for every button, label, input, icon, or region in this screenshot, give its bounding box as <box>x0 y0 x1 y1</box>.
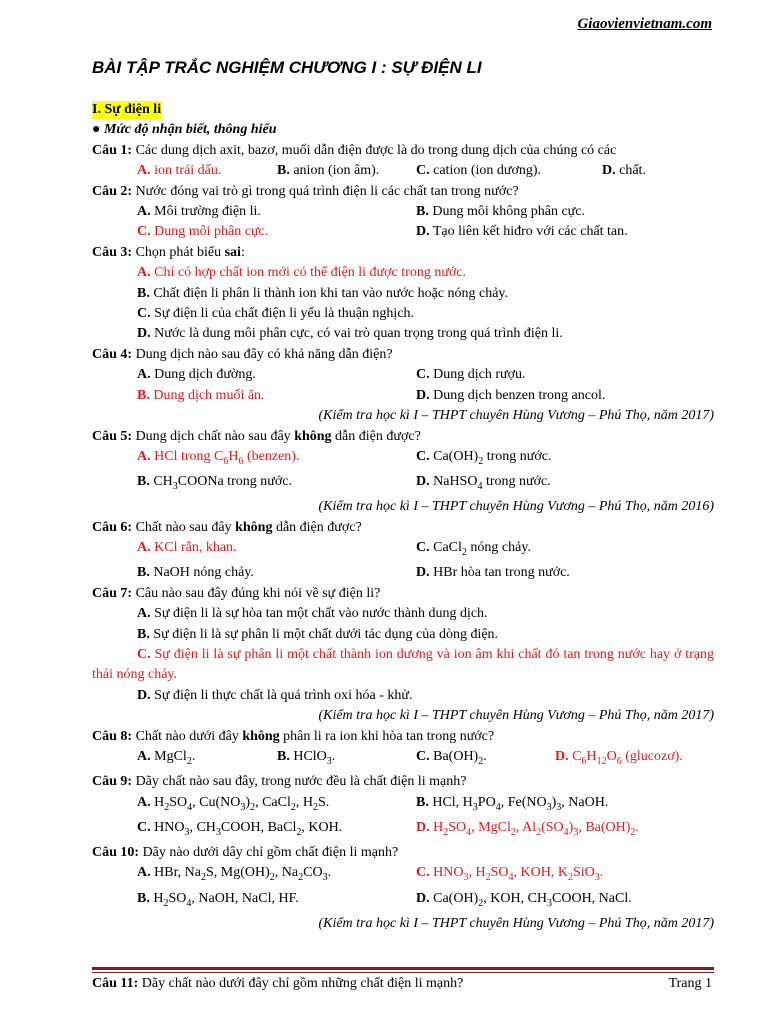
level-heading: ● Mức độ nhận biết, thông hiểu <box>92 122 277 138</box>
section-heading: I. Sự điện li <box>92 102 162 117</box>
option-c: C. $Ba(OH)_2$. <box>416 748 487 767</box>
option-b: B. Dung môi không phân cực. <box>416 204 585 220</box>
question-label: Câu 1: <box>92 142 133 158</box>
site-name[interactable]: Giaovienvietnam.com <box>577 16 712 32</box>
footer-rule-thin <box>92 972 714 973</box>
option-d: D. Sự điện li thực chất là quá trình oxi hóa - khử. <box>137 687 413 703</box>
option-c: C. cation (ion dương). <box>416 163 542 179</box>
question-9: Câu 9: Dãy chất nào sau đây, trong nước đều là chất điện li mạnh? <box>92 774 467 790</box>
question-11: Câu 11: Dãy chất nào dưới đây chỉ gồm những chất điện li mạnh? <box>92 976 464 992</box>
source-note: (Kiểm tra học kì I – THPT chuyên Hùng Vương – Phú Thọ, năm 2017) <box>318 408 714 424</box>
option-d: D. NaHSO$_4$ trong nước. <box>416 474 551 492</box>
option-c: C. $HNO_3$, $H_2SO_4$, KOH, $K_2SiO_3$. <box>416 865 604 884</box>
footer-rule <box>92 967 714 970</box>
page-title: BÀI TẬP TRẮC NGHIỆM CHƯƠNG I : SỰ ĐIỆN LI <box>92 58 482 77</box>
option-a: A. Dung dịch đường. <box>137 367 256 383</box>
question-6: Câu 6: Chất nào sau đây không dẫn điện được? <box>92 519 362 535</box>
question-8: Câu 8: Chất nào dưới đây không phân li ra ion khi hòa tan trong nước? <box>92 728 495 744</box>
question-1 <box>92 141 714 161</box>
source-note: (Kiểm tra học kì I – THPT chuyên Hùng Vương – Phú Thọ, năm 2017) <box>318 708 714 724</box>
option-b: B. Sự điện li là sự phân li một chất dưới tác dụng của dòng điện. <box>137 626 499 642</box>
option-a: A. Chỉ có hợp chất ion mới có thể điện li được trong nước. <box>137 265 467 281</box>
question-3: Câu 3: Chọn phát biểu sai: <box>92 244 245 260</box>
option-b: B. HCl, $H_3PO_4$, $Fe(NO_3)_3$, NaOH. <box>416 794 609 813</box>
option-d: D. $Ca(OH)_2$, KOH, $CH_3COOH$, NaCl. <box>416 890 632 909</box>
option-c: C. CaCl$_2$ nóng chảy. <box>416 540 531 558</box>
option-c: C. $HNO_3$, $CH_3COOH$, BaCl$_2$, KOH. <box>137 819 343 838</box>
option-b: B. anion (ion âm). <box>277 163 380 179</box>
option-b: B. Dung dịch muối ăn. <box>137 387 265 403</box>
question-list <box>92 100 714 995</box>
option-b: B. Chất điện li phân li thành ion khi tan vào nước hoặc nóng chảy. <box>137 285 509 301</box>
option-c: C. $Ca(OH)_2$ trong nước. <box>416 448 552 467</box>
option-d: D. Nước là dung môi phân cực, có vai trò quan trọng trong quá trình điện li. <box>137 326 563 342</box>
option-a: A. KCl rắn, khan. <box>137 540 237 556</box>
option-b: B. $CH_3COONa$ trong nước. <box>137 474 292 492</box>
option-d: D. Dung dịch benzen trong ancol. <box>416 387 606 403</box>
source-note: (Kiểm tra học kì I – THPT chuyên Hùng Vương – Phú Thọ, năm 2016) <box>318 499 714 515</box>
option-d: D. $C_6H_{12}O_6$ (glucozơ). <box>555 748 683 767</box>
option-b: B. HClO$_3$. <box>277 748 336 767</box>
question-7: Câu 7: Câu nào sau đây đúng khi nói về sự điện li? <box>92 585 381 601</box>
question-2: Câu 2: Nước đóng vai trò gì trong quá trình điện li các chất tan trong nước? <box>92 183 519 199</box>
option-c: C. Sự điện li của chất điện li yếu là thuận nghịch. <box>137 306 415 322</box>
question-text: Các dung dịch axit, bazơ, muối dẫn điện được là do trong dung dịch của chúng có các <box>135 142 617 158</box>
question-5: Câu 5: Dung dịch chất nào sau đây không dẫn điện được? <box>92 428 421 444</box>
option-a: A. Môi trường điện li. <box>137 204 261 220</box>
option-d: D. HBr hòa tan trong nước. <box>416 565 570 581</box>
option-a: A. HCl trong $C_6H_6$ (benzen). <box>137 448 300 467</box>
question-10: Câu 10: Dãy nào dưới dây chỉ gồm chất điện li mạnh? <box>92 845 399 860</box>
source-note: (Kiểm tra học kì I – THPT chuyên Hùng Vương – Phú Thọ, năm 2017) <box>318 915 714 931</box>
page-number: Trang 1 <box>668 976 712 991</box>
option-a: A. $H_2SO_4$, $Cu(NO_3)_2$, CaCl$_2$, $H_2S$. <box>137 794 330 813</box>
option-b: B. $H_2SO_4$, NaOH, NaCl, HF. <box>137 890 299 909</box>
option-a: A. MgCl$_2$. <box>137 748 196 767</box>
option-a: A. ion trái dấu. <box>137 163 222 179</box>
option-d: D. Tạo liên kết hiđro với các chất tan. <box>416 224 628 240</box>
option-c: C. Dung môi phân cực. <box>137 224 269 240</box>
option-c: C. Sự điện li là sự phân li một chất thành ion dương và ion âm khi chất đó tan trong nước hay ở trạng thái nóng chảy. <box>92 646 714 683</box>
option-d: D. chất. <box>602 163 646 179</box>
question-4: Câu 4: Dung dịch nào sau đây có khả năng dẫn điện? <box>92 346 393 362</box>
option-a: A. HBr, $Na_2S$, $Mg(OH)_2$, $Na_2CO_3$. <box>137 865 332 884</box>
option-d: D. $H_2SO_4$, MgCl$_2$, $Al_2(SO_4)_3$, $Ba(OH)_2$. <box>416 819 639 838</box>
option-b: B. NaOH nóng chảy. <box>137 565 254 581</box>
option-a: A. Sự điện li là sự hòa tan một chất vào nước thành dung dịch. <box>137 606 488 622</box>
option-c: C. Dung dịch rượu. <box>416 367 526 383</box>
